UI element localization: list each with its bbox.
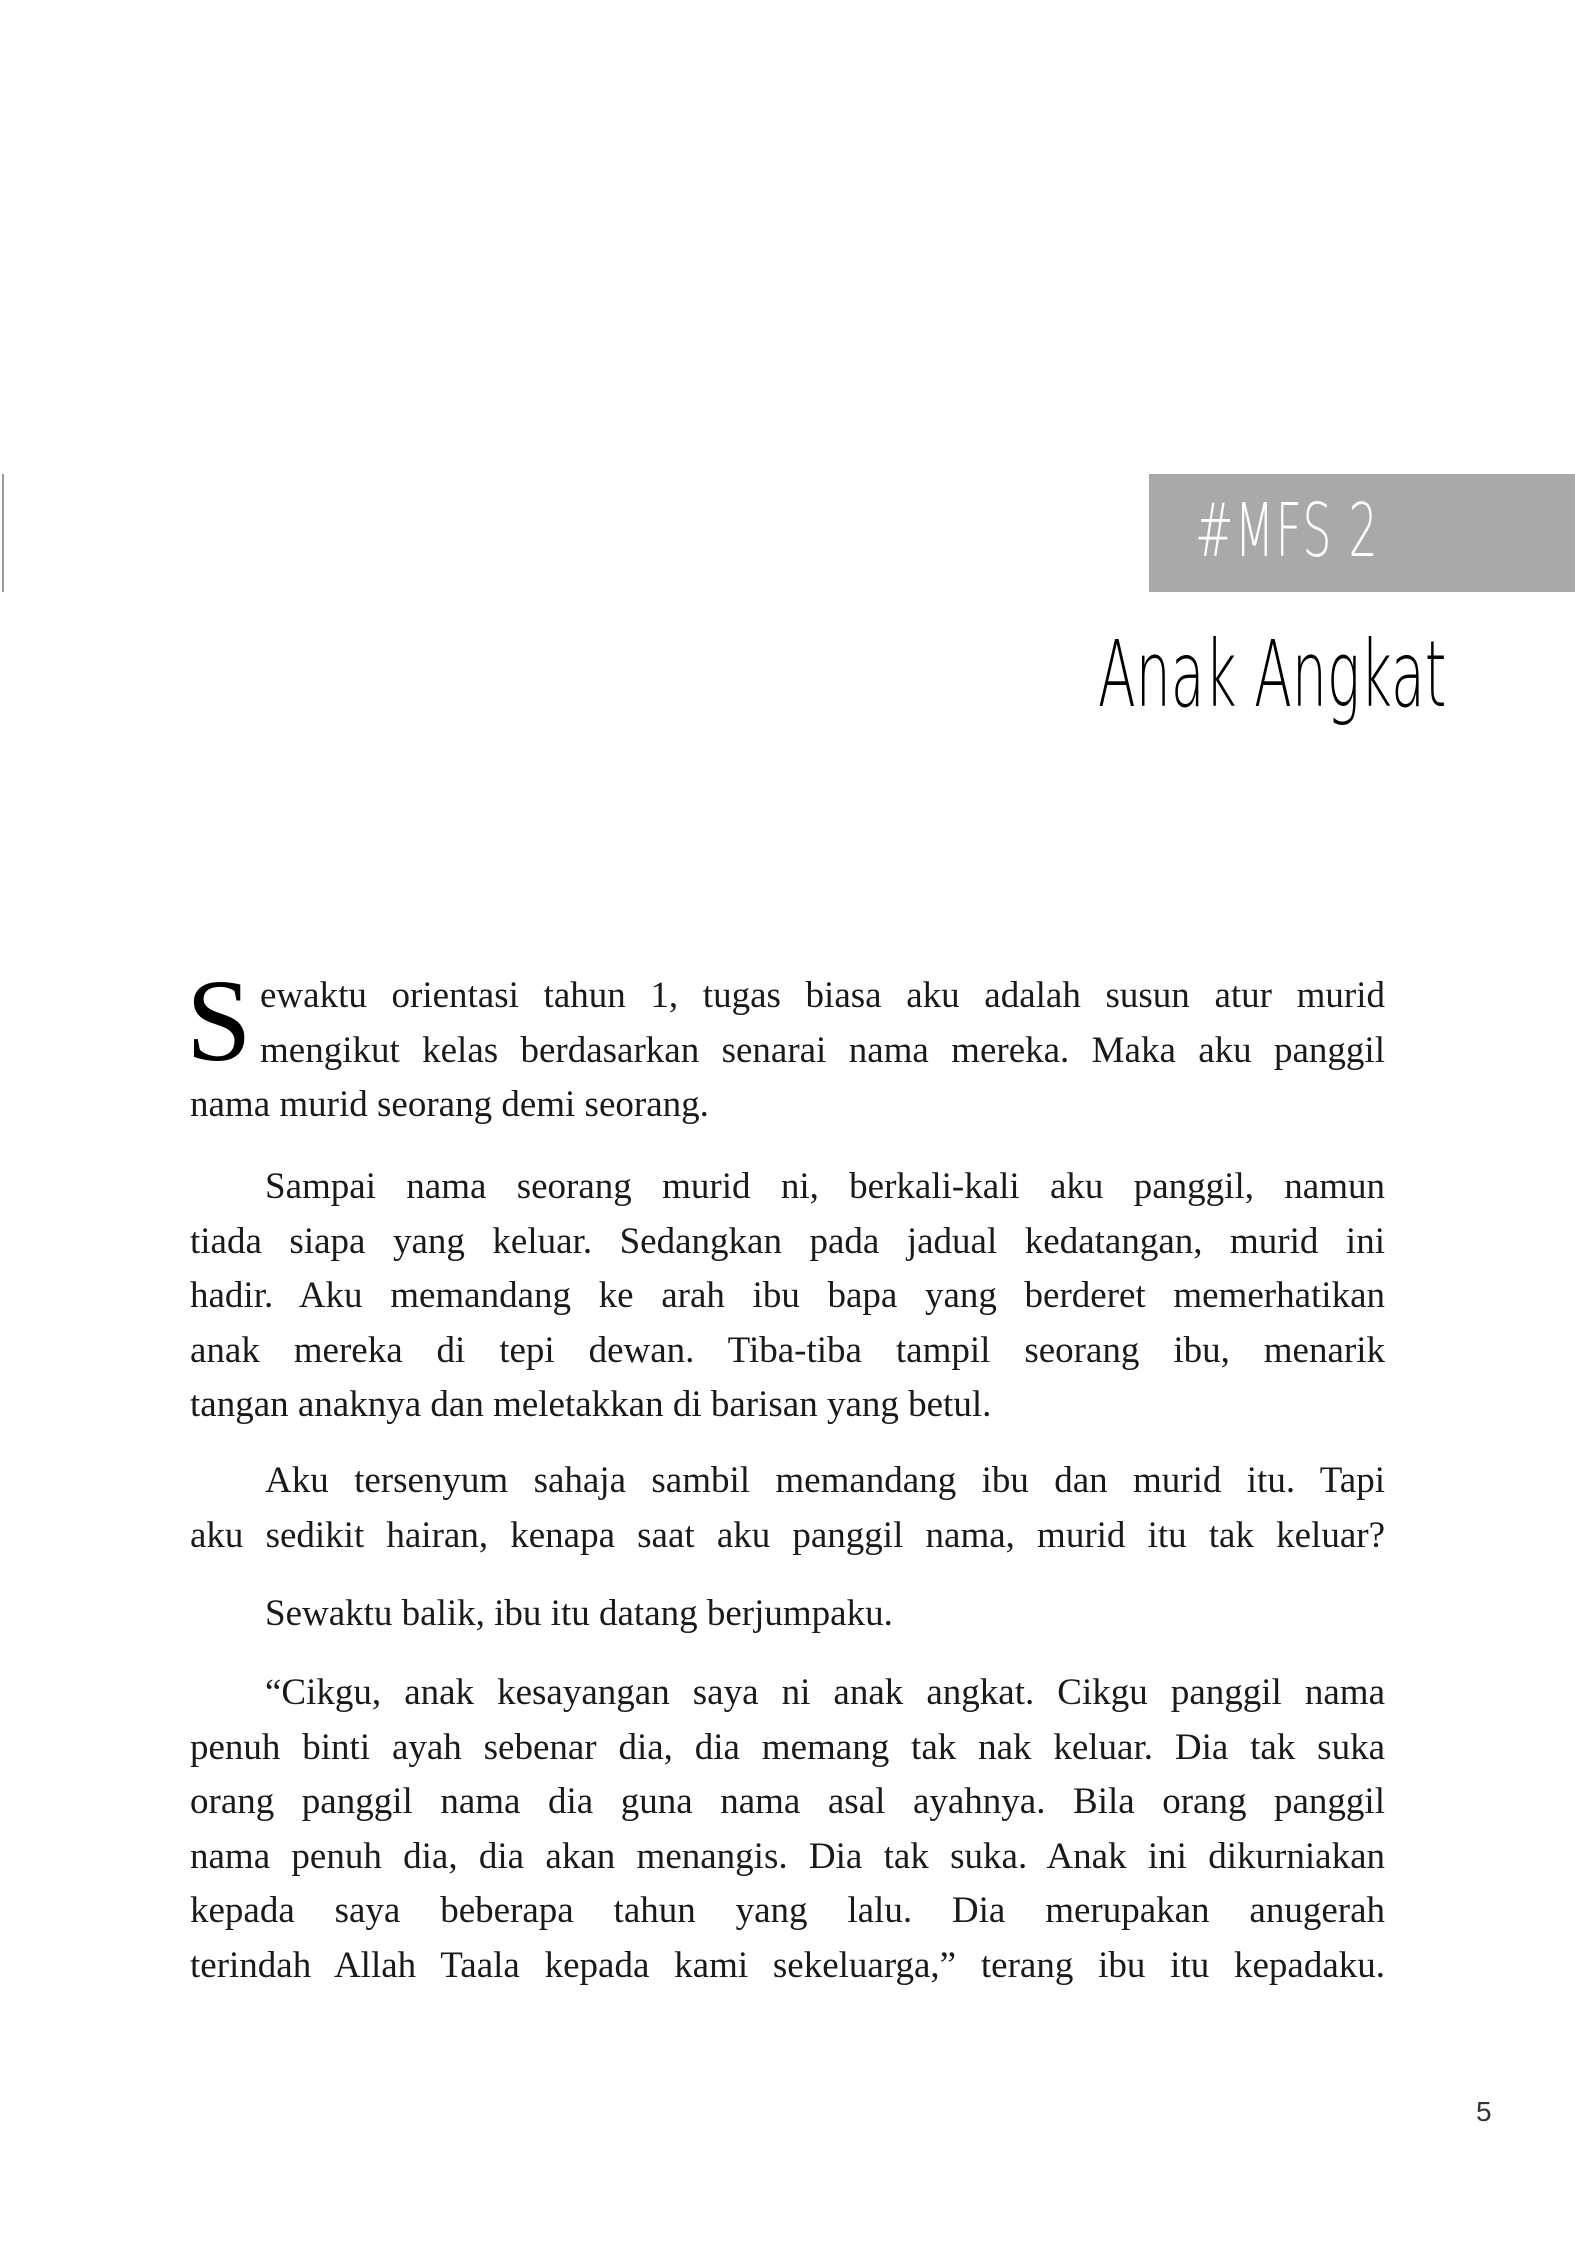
text-line: aku sedikit hairan, kenapa saat aku panggil nama, murid itu tak keluar? <box>190 1514 1385 1556</box>
paragraph-3 <box>190 1454 1385 1563</box>
chapter-label: #MFS 2 <box>1195 488 1379 574</box>
text-line: orang panggil nama dia guna nama asal ayahnya. Bila orang panggil <box>190 1781 1385 1822</box>
text-line: hadir. Aku memandang ke arah ibu bapa yang berderet memerhatikan <box>190 1275 1385 1316</box>
text-line: tiada siapa yang keluar. Sedangkan pada jadual kedatangan, murid ini <box>190 1220 1385 1262</box>
text-line: Sewaktu balik, ibu itu datang berjumpaku. <box>265 1593 893 1634</box>
text-line: Sampai nama seorang murid ni, berkali-kali aku panggil, namun <box>265 1166 1385 1207</box>
text-line: penuh binti ayah sebenar dia, dia memang tak nak keluar. Dia tak suka <box>190 1726 1385 1768</box>
text-line: nama penuh dia, dia akan menangis. Dia tak suka. Anak ini dikurniakan <box>190 1835 1385 1877</box>
chapter-title: Anak Angkat <box>1098 621 1447 728</box>
text-line: mengikut kelas berdasarkan senarai nama mereka. Maka aku panggil <box>260 1029 1385 1071</box>
text-line: tangan anaknya dan meletakkan di barisan yang betul. <box>190 1384 992 1425</box>
text-line: kepada saya beberapa tahun yang lalu. Dia merupakan anugerah <box>190 1890 1385 1931</box>
page-edge-line <box>2 474 4 592</box>
text-line: “Cikgu, anak kesayangan saya ni anak angkat. Cikgu panggil nama <box>265 1672 1385 1713</box>
paragraph-1 <box>190 969 1385 1133</box>
drop-cap: S <box>186 955 252 1086</box>
text-line: anak mereka di tepi dewan. Tiba-tiba tampil seorang ibu, menarik <box>190 1329 1385 1371</box>
paragraph-4 <box>190 1587 1385 1642</box>
paragraph-5 <box>190 1666 1385 1993</box>
text-line: terindah Allah Taala kepada kami sekeluarga,” terang ibu itu kepadaku. <box>190 1944 1385 1986</box>
paragraph-2 <box>190 1160 1385 1433</box>
text-line: ewaktu orientasi tahun 1, tugas biasa aku adalah susun atur murid <box>260 975 1385 1016</box>
text-line: nama murid seorang demi seorang. <box>190 1084 709 1125</box>
text-line: Aku tersenyum sahaja sambil memandang ibu dan murid itu. Tapi <box>265 1460 1385 1501</box>
page-number: 5 <box>1476 2096 1492 2127</box>
